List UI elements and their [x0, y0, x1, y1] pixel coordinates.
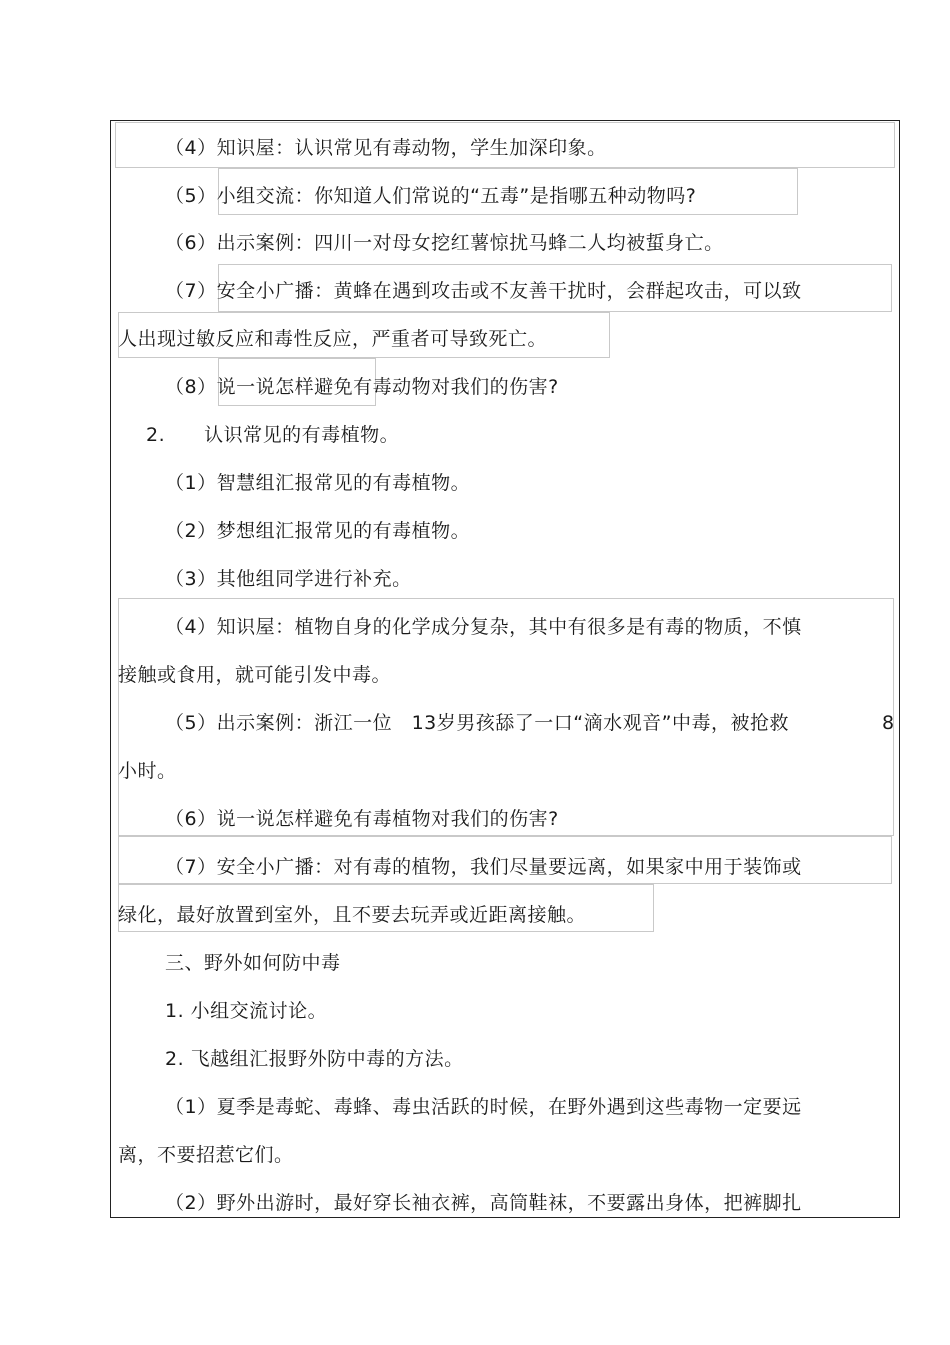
paragraph-line: 2. 飞越组汇报野外防中毒的方法。 [165, 1048, 464, 1070]
paragraph-line: 1. 小组交流讨论。 [165, 1000, 328, 1022]
paragraph-line: （2）野外出游时，最好穿长袖衣裤，高筒鞋袜，不要露出身体，把裤脚扎 [165, 1192, 802, 1214]
paragraph-line: 小时。 [118, 760, 177, 782]
paragraph-line: （7）安全小广播：黄蜂在遇到攻击或不友善干扰时，会群起攻击，可以致 [165, 280, 802, 302]
paragraph-line-number: 8 [882, 712, 895, 734]
paragraph-line: 人出现过敏反应和毒性反应，严重者可导致死亡。 [118, 328, 548, 350]
paragraph-line: （4）知识屋：认识常见有毒动物，学生加深印象。 [165, 137, 607, 159]
paragraph-line: （8）说一说怎样避免有毒动物对我们的伤害? [165, 376, 559, 398]
section-heading: 三、野外如何防中毒 [165, 952, 341, 974]
paragraph-line: 绿化，最好放置到室外，且不要去玩弄或近距离接触。 [118, 904, 587, 926]
paragraph-line: 接触或食用，就可能引发中毒。 [118, 664, 392, 686]
paragraph-line: （5）出示案例：浙江一位 13岁男孩舔了一口“滴水观音”中毒，被抢救 [165, 712, 789, 734]
paragraph-line: （7）安全小广播：对有毒的植物，我们尽量要远离，如果家中用于装饰或 [165, 856, 802, 878]
paragraph-line: （6）出示案例：四川一对母女挖红薯惊扰马蜂二人均被蜇身亡。 [165, 232, 724, 254]
section-heading: 2. 认识常见的有毒植物。 [146, 424, 400, 446]
paragraph-line: （1）夏季是毒蛇、毒蜂、毒虫活跃的时候，在野外遇到这些毒物一定要远 [165, 1096, 802, 1118]
paragraph-line: （5）小组交流：你知道人们常说的“五毒”是指哪五种动物吗? [165, 185, 697, 207]
paragraph-line: （3）其他组同学进行补充。 [165, 568, 412, 590]
paragraph-line: （4）知识屋：植物自身的化学成分复杂，其中有很多是有毒的物质，不慎 [165, 616, 802, 638]
paragraph-line: （2）梦想组汇报常见的有毒植物。 [165, 520, 471, 542]
paragraph-line: （1）智慧组汇报常见的有毒植物。 [165, 472, 471, 494]
paragraph-line: 离，不要招惹它们。 [118, 1144, 294, 1166]
paragraph-line: （6）说一说怎样避免有毒植物对我们的伤害? [165, 808, 559, 830]
